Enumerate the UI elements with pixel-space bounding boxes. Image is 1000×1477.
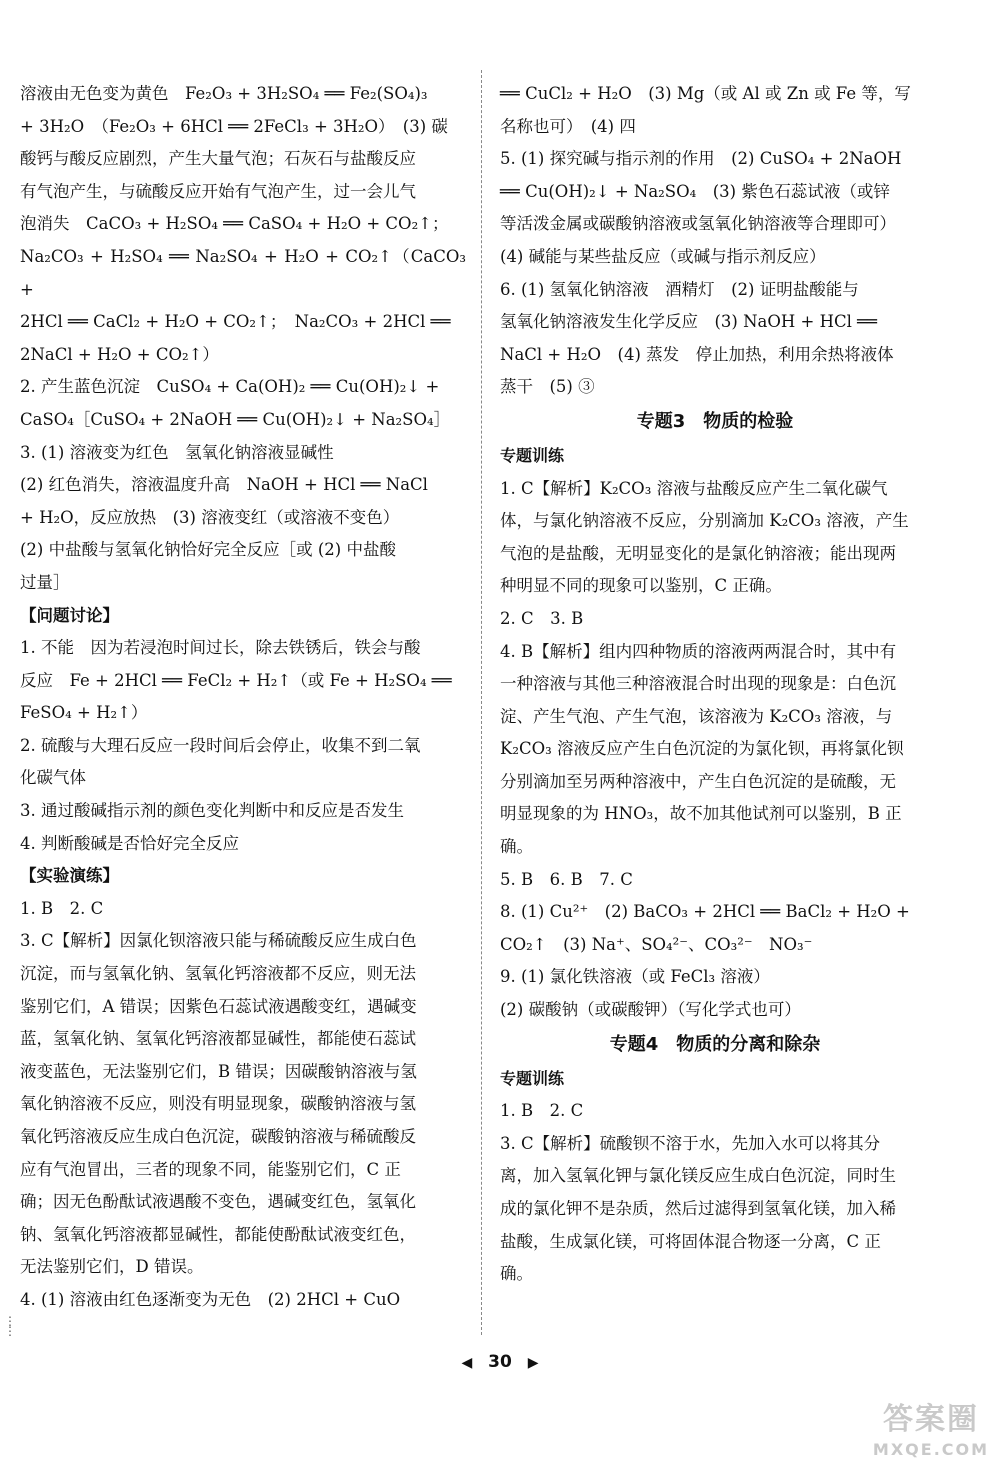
text-line: + H₂O，反应放热 (3) 溶液变红（或溶液不变色）	[20, 507, 400, 527]
text-line: 【问题讨论】	[20, 605, 119, 625]
text-line: 沉淀，而与氢氧化钠、氢氧化钙溶液都不反应，则无法	[20, 964, 416, 984]
text-line: 一种溶液与其他三种溶液混合时出现的现象是：白色沉	[500, 674, 896, 694]
section-subtitle-3: 专题训练	[500, 445, 565, 465]
text-line: 蒸干 (5) ③	[500, 377, 595, 397]
text-line: 溶液由无色变为黄色 Fe₂O₃ + 3H₂SO₄ ══ Fe₂(SO₄)₃	[20, 84, 428, 103]
text-line: 液变蓝色，无法鉴别它们，B 错误；因碳酸钠溶液与氢	[20, 1061, 417, 1081]
right-column	[500, 78, 930, 1291]
text-line: (2) 中盐酸与氢氧化钠恰好完全反应［或 (2) 中盐酸	[20, 540, 396, 560]
right-block-c	[500, 1095, 930, 1291]
page-footer	[0, 1352, 1000, 1372]
text-line: 盐酸，生成氯化镁，可将固体混合物逐一分离，C 正	[500, 1231, 881, 1251]
text-line: 泡消失 CaCO₃ + H₂SO₄ ══ CaSO₄ + H₂O + CO₂↑；	[20, 214, 449, 234]
text-line: 4. B【解析】组内四种物质的溶液两两混合时，其中有	[500, 641, 897, 661]
text-line: 淀、产生气泡、产生气泡，该溶液为 K₂CO₃ 溶液，与	[500, 706, 893, 726]
text-line: (4) 碱能与某些盐反应（或碱与指示剂反应）	[500, 246, 826, 266]
text-line: 氢氧化钠溶液发生化学反应 (3) NaOH + HCl ══	[500, 312, 878, 332]
text-line: (2) 红色消失，溶液温度升高 NaOH + HCl ══ NaCl	[20, 475, 428, 495]
section-title-4: 专题4 物质的分离和除杂	[609, 1033, 821, 1055]
text-line: 气泡的是盐酸，无明显变化的是氯化钠溶液；能出现两	[500, 543, 896, 563]
left-column	[20, 78, 466, 1317]
next-page-icon[interactable]: ▶	[527, 1355, 539, 1371]
text-line: 钠、氢氧化钙溶液都显碱性，都能使酚酞试液变红色，	[20, 1224, 416, 1244]
text-line: 酸钙与酸反应剧烈，产生大量气泡；石灰石与盐酸反应	[20, 149, 416, 169]
text-line: 3. C【解析】硫酸钡不溶于水，先加入水可以将其分	[500, 1133, 881, 1153]
text-line: ══ CuCl₂ + H₂O (3) Mg（或 Al 或 Zn 或 Fe 等，写	[500, 84, 911, 103]
text-line: 确。	[500, 1264, 533, 1284]
text-line: 应有气泡冒出，三者的现象不同，能鉴别它们，C 正	[20, 1159, 401, 1179]
text-line: FeSO₄ + H₂↑）	[20, 703, 148, 723]
text-line: 3. (1) 溶液变为红色 氢氧化钠溶液显碱性	[20, 442, 334, 462]
text-line: 化碳气体	[20, 768, 86, 788]
text-line: 过量］	[20, 572, 70, 592]
page-number: 30	[488, 1352, 512, 1372]
column-divider	[481, 70, 482, 1335]
text-line: 5. (1) 探究碱与指示剂的作用 (2) CuSO₄ + 2NaOH	[500, 149, 902, 169]
text-line: 4. 判断酸碱是否恰好完全反应	[20, 833, 239, 853]
text-line: 2NaCl + H₂O + CO₂↑）	[20, 344, 219, 364]
text-line: 5. B 6. B 7. C	[500, 869, 633, 889]
text-line: ══ Cu(OH)₂↓ + Na₂SO₄ (3) 紫色石蕊试液（或锌	[500, 181, 890, 201]
text-line: 明显现象的为 HNO₃，故不加其他试剂可以鉴别，B 正	[500, 804, 902, 824]
text-line: NaCl + H₂O (4) 蒸发 停止加热，利用余热将液体	[500, 344, 894, 364]
watermark-logo	[872, 1400, 990, 1470]
text-line: 蓝，氢氧化钠、氢氧化钙溶液都显碱性，都能使石蕊试	[20, 1029, 416, 1049]
text-line: 成的氯化钾不是杂质，然后过滤得到氢氧化镁，加入稀	[500, 1199, 896, 1218]
watermark-bottom: MXQE.COM	[872, 1440, 990, 1459]
text-line: 8. (1) Cu²⁺ (2) BaCO₃ + 2HCl ══ BaCl₂ + H₂O +	[500, 902, 910, 922]
text-line: Na₂CO₃ + H₂SO₄ ══ Na₂SO₄ + H₂O + CO₂↑（CaCO₃ +	[20, 246, 466, 299]
text-line: 【实验演练】	[20, 866, 119, 886]
text-line: (2) 碳酸钠（或碳酸钾）（写化学式也可）	[500, 1000, 801, 1020]
text-line: K₂CO₃ 溶液反应产生白色沉淀的为氯化钡，再将氯化钡	[500, 739, 904, 759]
text-line: 1. 不能 因为若浸泡时间过长，除去铁锈后，铁会与酸	[20, 638, 421, 658]
right-block-a	[500, 78, 930, 404]
text-line: 无法鉴别它们，D 错误。	[20, 1257, 204, 1277]
section-title-3: 专题3 物质的检验	[636, 410, 794, 432]
text-line: 3. C【解析】因氯化钡溶液只能与稀硫酸反应生成白色	[20, 931, 417, 951]
text-line: 3. 通过酸碱指示剂的颜色变化判断中和反应是否发生	[20, 801, 404, 821]
text-line: + 3H₂O （Fe₂O₃ + 6HCl ══ 2FeCl₃ + 3H₂O） (3) 碳	[20, 116, 448, 136]
text-line: 分别滴加至另两种溶液中，产生白色沉淀的是硫酸，无	[500, 771, 896, 791]
right-block-b	[500, 473, 930, 1027]
text-line: 有气泡产生，与硫酸反应开始有气泡产生，过一会儿气	[20, 181, 416, 201]
text-line: 1. B 2. C	[20, 898, 104, 918]
text-line: 确。	[500, 837, 533, 857]
text-line: 1. B 2. C	[500, 1101, 584, 1121]
text-line: 名称也可） (4) 四	[500, 116, 636, 136]
text-line: CaSO₄［CuSO₄ + 2NaOH ══ Cu(OH)₂↓ + Na₂SO₄］	[20, 409, 451, 429]
text-line: 确；因无色酚酞试液遇酸不变色，遇碱变红色，氢氧化	[20, 1192, 416, 1212]
text-line: 2. 产生蓝色沉淀 CuSO₄ + Ca(OH)₂ ══ Cu(OH)₂↓ +	[20, 377, 440, 397]
text-line: 氧化钙溶液反应生成白色沉淀，碳酸钠溶液与稀硫酸反	[20, 1127, 416, 1146]
text-line: 反应 Fe + 2HCl ══ FeCl₂ + H₂↑（或 Fe + H₂SO₄ ══	[20, 670, 452, 690]
text-line: 4. (1) 溶液由红色逐渐变为无色 (2) 2HCl + CuO	[20, 1289, 401, 1309]
text-line: 6. (1) 氢氧化钠溶液 酒精灯 (2) 证明盐酸能与	[500, 279, 859, 299]
text-line: CO₂↑ (3) Na⁺、SO₄²⁻、CO₃²⁻ NO₃⁻	[500, 934, 813, 954]
text-line: 2. C 3. B	[500, 608, 584, 628]
margin-dots: ⋮ ⋮	[4, 1314, 16, 1338]
section-subtitle-4: 专题训练	[500, 1068, 565, 1088]
text-line: 等活泼金属或碳酸钠溶液或氢氧化钠溶液等合理即可）	[500, 214, 896, 234]
text-line: 体，与氯化钠溶液不反应，分别滴加 K₂CO₃ 溶液，产生	[500, 511, 909, 531]
text-line: 2HCl ══ CaCl₂ + H₂O + CO₂↑； Na₂CO₃ + 2HCl ══	[20, 312, 451, 332]
prev-page-icon[interactable]: ◀	[461, 1355, 473, 1371]
text-line: 2. 硫酸与大理石反应一段时间后会停止，收集不到二氧	[20, 735, 421, 755]
watermark-top: 答案圈	[883, 1402, 979, 1437]
text-line: 1. C【解析】K₂CO₃ 溶液与盐酸反应产生二氧化碳气	[500, 478, 888, 498]
text-line: 种明显不同的现象可以鉴别，C 正确。	[500, 576, 782, 596]
text-line: 鉴别它们，A 错误；因紫色石蕊试液遇酸变红，遇碱变	[20, 996, 417, 1016]
text-line: 离，加入氢氧化钾与氯化镁反应生成白色沉淀，同时生	[500, 1166, 896, 1186]
text-line: 氧化钠溶液不反应，则没有明显现象，碳酸钠溶液与氢	[20, 1094, 416, 1114]
text-line: 9. (1) 氯化铁溶液（或 FeCl₃ 溶液）	[500, 967, 770, 987]
